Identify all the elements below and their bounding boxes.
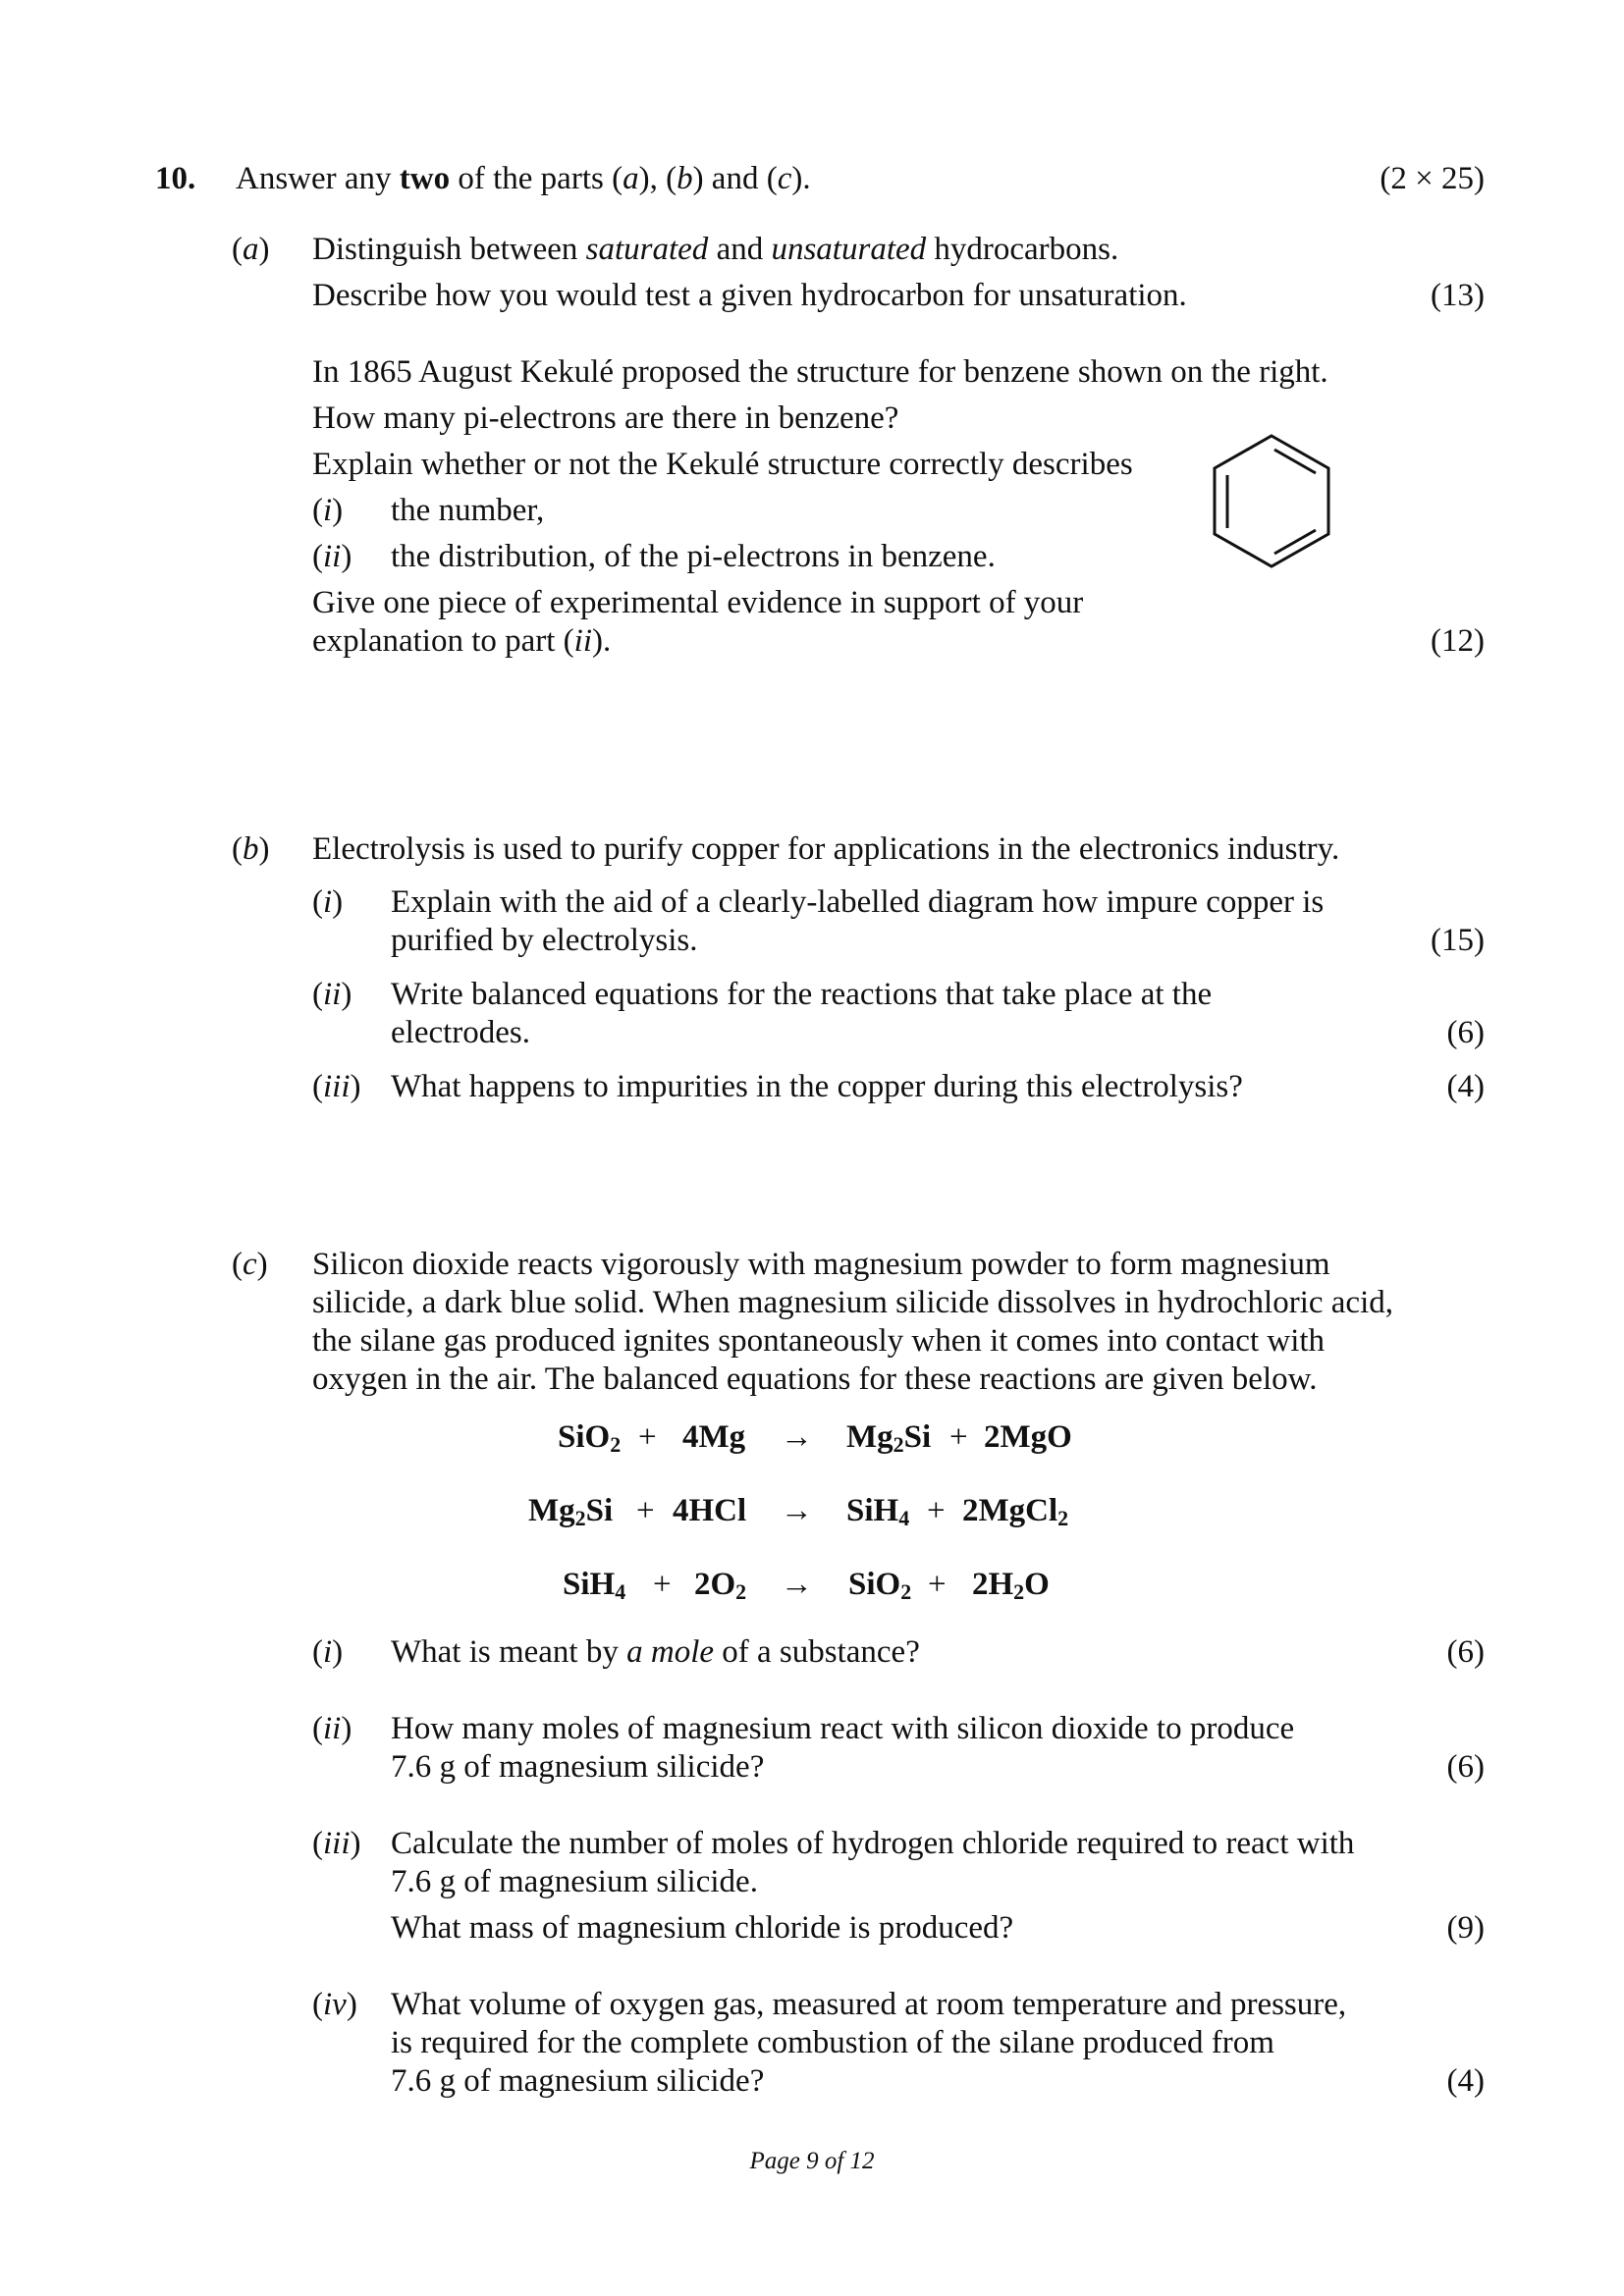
part-c-line2: silicide, a dark blue solid. When magnesium silicide dissolves in hydrochloric acid, [312, 1285, 1393, 1320]
part-c-iii-line2: 7.6 g of magnesium silicide. [391, 1864, 758, 1899]
part-c-iii-line3: What mass of magnesium chloride is produced? [391, 1910, 1014, 1946]
part-a-sub-i-text: the number, [391, 493, 545, 528]
part-c-iv-marks: (4) [1446, 2063, 1485, 2099]
part-b-iii-line1: What happens to impurities in the copper during this electrolysis? [391, 1069, 1243, 1104]
part-c-line4: oxygen in the air. The balanced equations for these reactions are given below. [312, 1362, 1318, 1397]
part-a-label: (a) [232, 232, 270, 267]
benzene-ring [1215, 436, 1328, 566]
part-a-line1: Distinguish between saturated and unsaturated hydrocarbons. [312, 232, 1119, 267]
part-c-i-text: What is meant by a mole of a substance? [391, 1634, 920, 1670]
question-number: 10. [155, 161, 196, 196]
part-b-i-marks: (15) [1431, 923, 1485, 958]
part-c-ii-line2: 7.6 g of magnesium silicide? [391, 1749, 765, 1785]
equation-3: SiH$_4$ + $2O_2$ → SiO$_2$ + $2H_2O$ [563, 1567, 1050, 1604]
part-b-iii-marks: (4) [1446, 1069, 1485, 1104]
part-a-marks1: (13) [1431, 278, 1485, 313]
part-c-iv-line2: is required for the complete combustion of the silane produced from [391, 2025, 1274, 2060]
double-bond-1 [1274, 450, 1316, 473]
reaction-arrow: → [781, 1567, 813, 1602]
part-c-ii-marks: (6) [1446, 1749, 1485, 1785]
part-a-line4: How many pi-electrons are there in benzene? [312, 400, 899, 436]
reaction-arrow: → [781, 1419, 813, 1455]
part-b-i-line2: purified by electrolysis. [391, 923, 698, 958]
part-c-line1: Silicon dioxide reacts vigorously with magnesium powder to form magnesium [312, 1247, 1330, 1282]
part-a-line3: In 1865 August Kekulé proposed the structure for benzene shown on the right. [312, 354, 1328, 390]
part-c-iii-marks: (9) [1446, 1910, 1485, 1946]
part-c-ii-line1: How many moles of magnesium react with silicon dioxide to produce [391, 1711, 1295, 1746]
benzene-kekule-structure [1208, 432, 1335, 579]
double-bond-2 [1274, 530, 1316, 554]
part-c-line3: the silane gas produced ignites spontaneously when it comes into contact with [312, 1323, 1326, 1359]
part-a-sub-ii-label: (ii) [312, 539, 352, 574]
part-b-i-label: (i) [312, 884, 344, 920]
part-b-ii-line2: electrodes. [391, 1015, 531, 1050]
question-marks: (2 × 25) [1380, 161, 1485, 196]
page-number: Page 9 of 12 [749, 2148, 875, 2174]
part-c-i-label: (i) [312, 1634, 344, 1670]
part-c-iv-label: (iv) [312, 1987, 357, 2022]
part-c-iii-label: (iii) [312, 1826, 361, 1861]
part-b-iii-label: (iii) [312, 1069, 361, 1104]
question-instruction: Answer any two of the parts (a), (b) and (c). [236, 161, 811, 196]
part-c-iv-line1: What volume of oxygen gas, measured at room temperature and pressure, [391, 1987, 1347, 2022]
part-c-ii-label: (ii) [312, 1711, 352, 1746]
part-b-ii-line1: Write balanced equations for the reactions that take place at the [391, 977, 1213, 1012]
part-b-intro: Electrolysis is used to purify copper for applications in the electronics industry. [312, 831, 1340, 867]
part-c-label: (c) [232, 1247, 268, 1282]
part-a-line5: Explain whether or not the Kekulé structure correctly describes [312, 447, 1133, 482]
equation-1: SiO$_2$ + 4Mg → $Mg_2Si$ + 2MgO [558, 1419, 1072, 1457]
part-a-line7: explanation to part (ii). [312, 623, 612, 659]
equation-2: $Mg_2Si$ + 4HCl → SiH$_4$ + 2MgCl$_2$ [528, 1493, 1069, 1530]
part-b-i-line1: Explain with the aid of a clearly-labelled diagram how impure copper is [391, 884, 1325, 920]
part-a-marks2: (12) [1431, 623, 1485, 659]
part-a-line6: Give one piece of experimental evidence in support of your [312, 585, 1084, 620]
part-b-ii-marks: (6) [1446, 1015, 1485, 1050]
part-c-iv-line3: 7.6 g of magnesium silicide? [391, 2063, 765, 2099]
part-a-line2: Describe how you would test a given hydrocarbon for unsaturation. [312, 278, 1187, 313]
part-b-ii-label: (ii) [312, 977, 352, 1012]
part-a-sub-ii-text: the distribution, of the pi-electrons in benzene. [391, 539, 996, 574]
reaction-arrow: → [781, 1493, 813, 1528]
part-c-i-marks: (6) [1446, 1634, 1485, 1670]
part-a-sub-i-label: (i) [312, 493, 344, 528]
part-c-iii-line1: Calculate the number of moles of hydrogen chloride required to react with [391, 1826, 1355, 1861]
part-b-label: (b) [232, 831, 270, 867]
